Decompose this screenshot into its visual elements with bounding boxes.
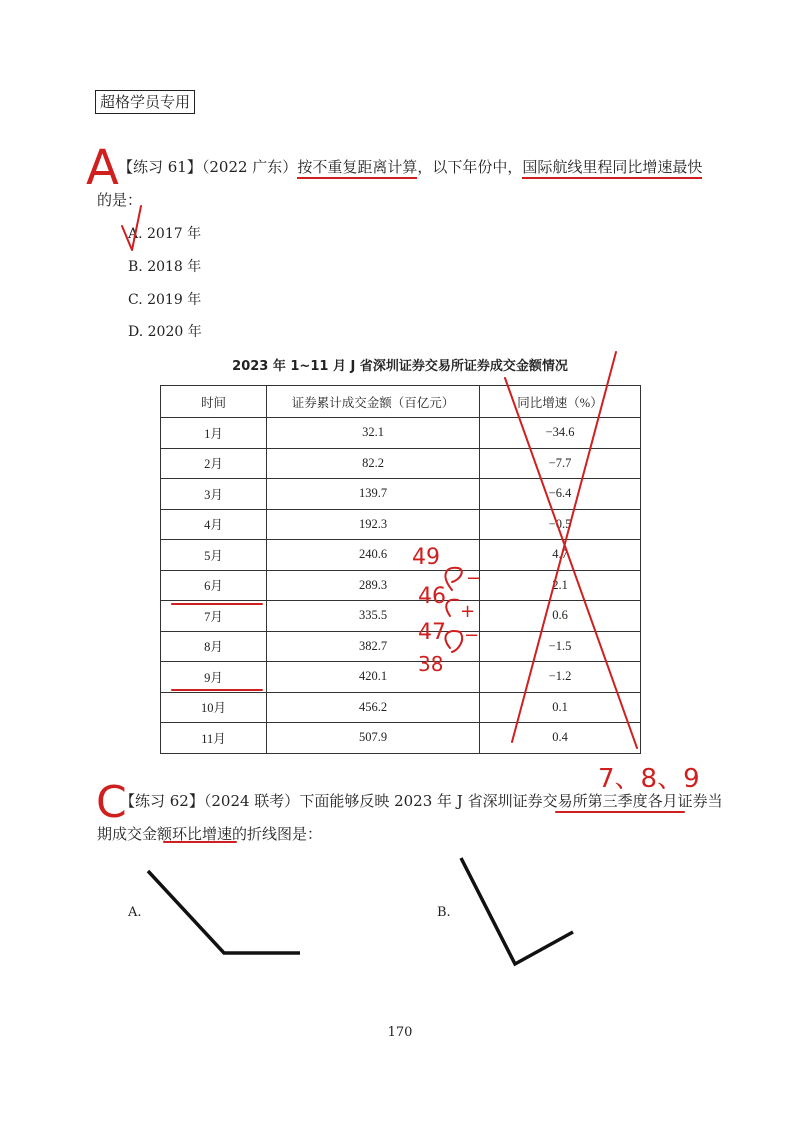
cell-growth: 0.1 bbox=[480, 692, 641, 723]
q62-source: （2024 联考） bbox=[203, 792, 300, 810]
q61-source: （2022 广东） bbox=[201, 158, 298, 176]
q62-line2-text-3: 的折线图是： bbox=[232, 825, 323, 843]
q61-label: 【练习 61】 bbox=[118, 158, 202, 176]
cell-month: 7月 bbox=[161, 601, 267, 632]
header-yoy-growth: 同比增速（%） bbox=[480, 386, 641, 418]
cell-month: 1月 bbox=[161, 418, 267, 449]
cell-amount: 82.2 bbox=[267, 448, 480, 479]
cross-stroke-2 bbox=[512, 352, 616, 742]
q61-option-b: B. 2018 年 bbox=[128, 259, 202, 275]
cell-growth: −34.6 bbox=[480, 418, 641, 449]
q61-line2: 的是： bbox=[97, 191, 143, 209]
cell-growth: −1.5 bbox=[480, 631, 641, 662]
cell-amount: 420.1 bbox=[267, 662, 480, 693]
handwritten-note-46: 46 bbox=[418, 584, 446, 609]
cell-amount: 335.5 bbox=[267, 601, 480, 632]
q61-text-2: ，以下年份中， bbox=[417, 158, 523, 176]
cell-month: 6月 bbox=[161, 570, 267, 601]
header-cumulative-amount: 证券累计成交金额（百亿元） bbox=[267, 386, 480, 418]
choice-b-line bbox=[461, 858, 573, 964]
cell-amount: 456.2 bbox=[267, 692, 480, 723]
handwritten-minus-1: − bbox=[466, 568, 482, 589]
cell-growth: −6.4 bbox=[480, 479, 641, 510]
cell-growth: 0.6 bbox=[480, 601, 641, 632]
cell-growth: −7.7 bbox=[480, 448, 641, 479]
cell-amount: 507.9 bbox=[267, 723, 480, 754]
cell-month: 3月 bbox=[161, 479, 267, 510]
cell-month: 8月 bbox=[161, 631, 267, 662]
page-number: 170 bbox=[387, 1025, 413, 1040]
cell-amount: 32.1 bbox=[267, 418, 480, 449]
cell-amount: 192.3 bbox=[267, 509, 480, 540]
cell-amount: 382.7 bbox=[267, 631, 480, 662]
q61-option-c: C. 2019 年 bbox=[128, 292, 202, 308]
cell-amount: 240.6 bbox=[267, 540, 480, 571]
choice-a-label: A. bbox=[128, 905, 142, 920]
cell-month: 11月 bbox=[161, 723, 267, 754]
cell-growth: 0.4 bbox=[480, 723, 641, 754]
q61-text-underlined-2: 国际航线里程同比增速最快 bbox=[522, 158, 702, 179]
q61-text-underlined-1: 按不重复距离计算 bbox=[297, 158, 417, 179]
handwritten-minus-2: − bbox=[464, 625, 480, 646]
cell-growth: −1.2 bbox=[480, 662, 641, 693]
choice-b-line-chart bbox=[455, 852, 585, 972]
handwritten-note-49: 49 bbox=[412, 545, 440, 570]
handwritten-plus: + bbox=[460, 601, 476, 622]
choice-a-line-chart bbox=[140, 865, 310, 965]
cell-month: 9月 bbox=[161, 662, 267, 693]
cell-growth: −0.5 bbox=[480, 509, 641, 540]
cell-growth: 4.7 bbox=[480, 540, 641, 571]
arrow-46 bbox=[446, 600, 458, 616]
choice-b-label: B. bbox=[437, 905, 451, 920]
handwritten-note-38: 38 bbox=[418, 652, 444, 676]
q62-line2-text-1: 期成交金 bbox=[97, 825, 158, 843]
handwritten-months: 7、8、9 bbox=[598, 764, 700, 794]
choice-a-line bbox=[148, 871, 300, 953]
q62-text-1: 下面能够反映 2023 年 J 省深圳证券交易所 bbox=[299, 792, 588, 810]
q62-line2-text-2: 额环比增速 bbox=[157, 825, 233, 843]
arrow-47 bbox=[445, 631, 462, 652]
handwritten-answer-q62: C bbox=[96, 777, 127, 828]
student-only-tag: 超格学员专用 bbox=[95, 90, 195, 114]
handwritten-answer-q61: A bbox=[86, 140, 119, 196]
cell-month: 2月 bbox=[161, 448, 267, 479]
q61-option-d: D. 2020 年 bbox=[128, 324, 202, 340]
q62-line1 bbox=[120, 790, 723, 812]
handwritten-note-47: 47 bbox=[418, 620, 446, 645]
cell-month: 5月 bbox=[161, 540, 267, 571]
q62-label: 【练习 62】 bbox=[120, 792, 204, 810]
header-time: 时间 bbox=[161, 386, 267, 418]
table-title: 2023 年 1~11 月 J 省深圳证券交易所证券成交金额情况 bbox=[232, 359, 568, 374]
q62-text-3: 当 bbox=[707, 792, 723, 810]
cell-month: 4月 bbox=[161, 509, 267, 540]
checkmark-mark bbox=[122, 206, 141, 250]
cell-amount: 139.7 bbox=[267, 479, 480, 510]
cell-growth: 2.1 bbox=[480, 570, 641, 601]
q62-text-2: 第三季度各月证券 bbox=[587, 792, 708, 810]
q62-line2 bbox=[97, 823, 322, 845]
cell-month: 10月 bbox=[161, 692, 267, 723]
cell-amount: 289.3 bbox=[267, 570, 480, 601]
q61-option-a: A. 2017 年 bbox=[128, 226, 202, 242]
arrow-49 bbox=[445, 568, 461, 590]
